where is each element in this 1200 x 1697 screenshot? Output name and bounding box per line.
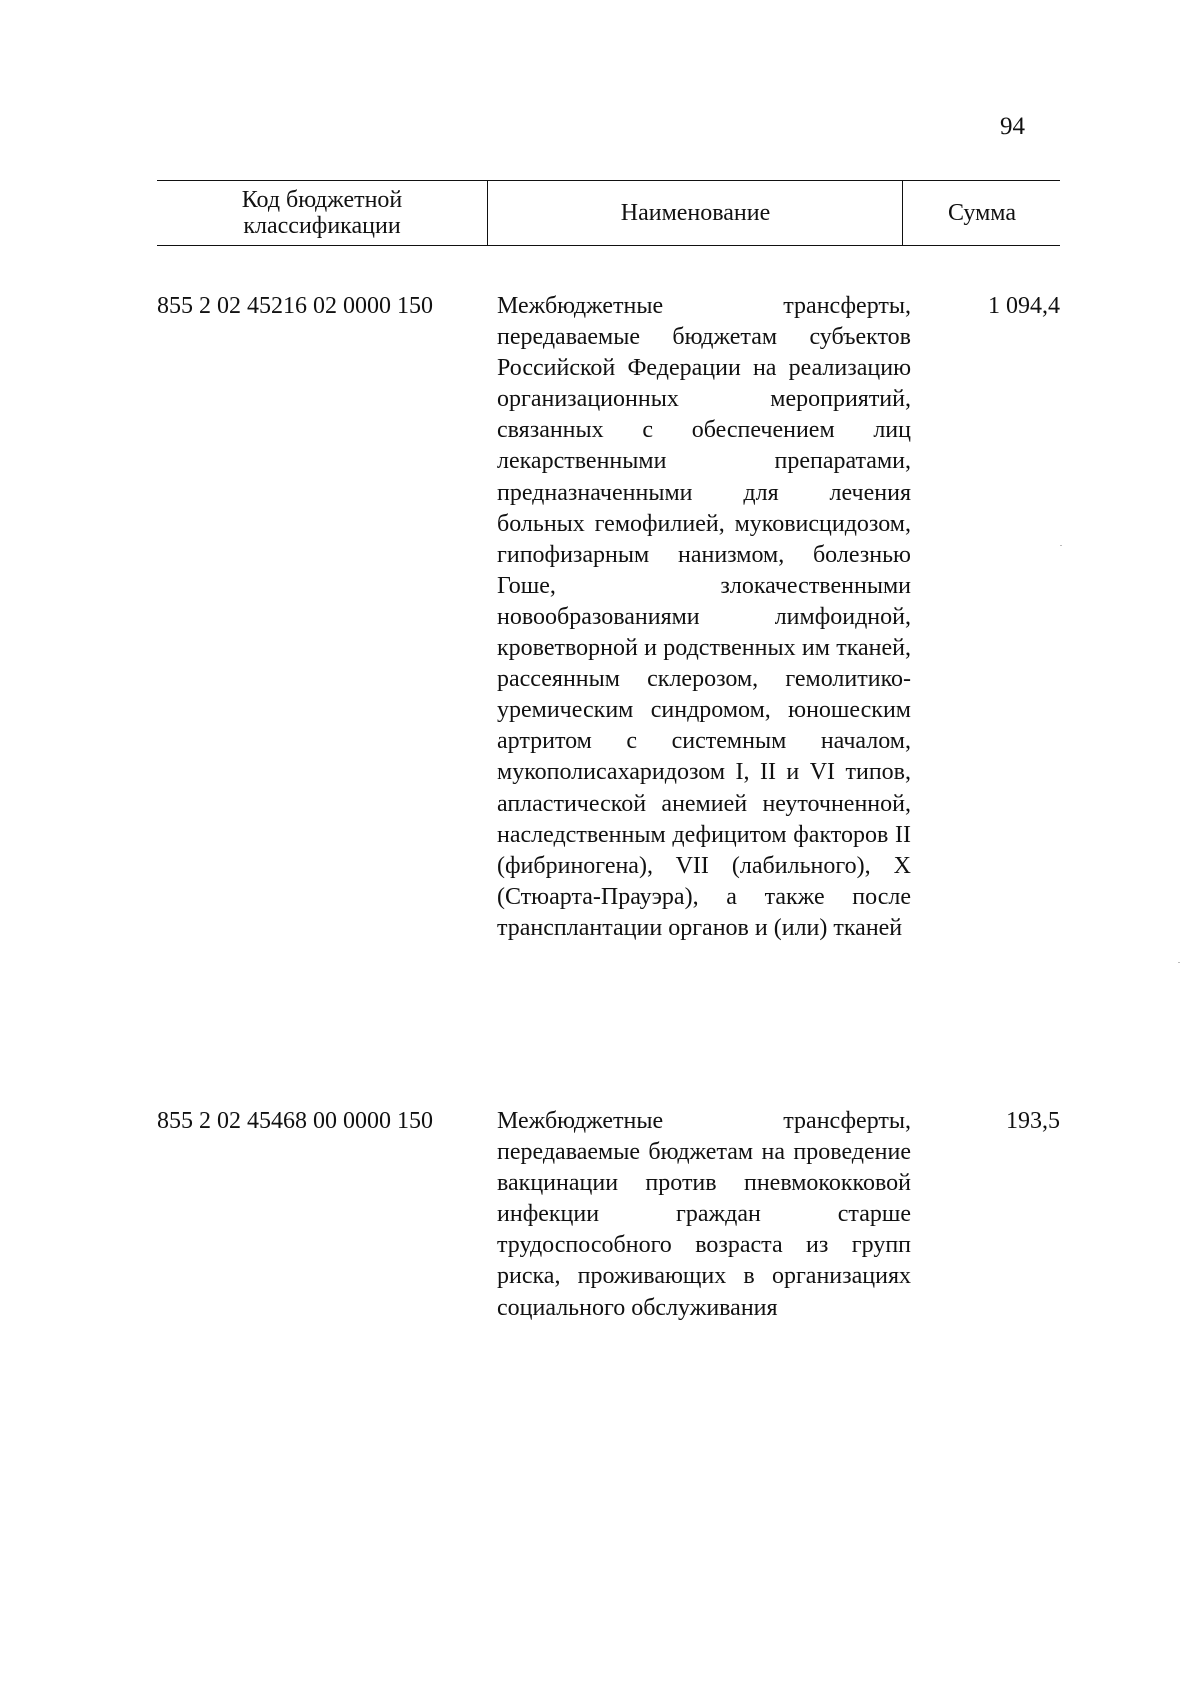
- table-header: [157, 180, 1060, 246]
- item-name: Межбюджетные трансферты, передаваемые бюджетам субъектов Российской Федерации на реализацию организационных мероприятий, связанных с обеспечением лиц лекарственными препаратами, предназначенными для лечения больных гемофилией, муковисцидозом, гипофизарным нанизмом, болезнью Гоше, злокачественными новообразованиями лимфоидной, кроветворной и родственных им тканей, рассеянным склерозом, гемолитико-уремическим синдромом, юношеским артритом с системным началом, мукополисахаридозом I, II и VI типов, апластической анемией неуточненной, наследственным дефицитом факторов II (фибриногена), VII (лабильного), X (Стюарта-Прауэра), а также после трансплантации органов и (или) тканей: [497, 293, 911, 941]
- header-sum-label: Сумма: [948, 200, 1016, 226]
- header-name-cell: [487, 181, 903, 245]
- scan-speck: [1060, 545, 1062, 546]
- header-sum-cell: [902, 181, 1061, 245]
- item-name: Межбюджетные трансферты, передаваемые бюджетам на проведение вакцинации против пневмококковой инфекции граждан старше трудоспособного возраста из групп риска, проживающих в организациях социального обслуживания: [497, 1108, 911, 1321]
- scan-speck: [1178, 962, 1180, 963]
- page-number: 94: [1000, 113, 1025, 140]
- budget-code: 855 2 02 45216 02 0000 150: [157, 293, 433, 319]
- header-code-cell: [157, 181, 487, 245]
- header-code-label: Код бюджетной классификации: [241, 187, 403, 239]
- item-sum: 1 094,4: [988, 293, 1060, 319]
- header-name-label: Наименование: [620, 200, 771, 226]
- budget-code: 855 2 02 45468 00 0000 150: [157, 1108, 433, 1134]
- item-sum: 193,5: [1006, 1108, 1060, 1134]
